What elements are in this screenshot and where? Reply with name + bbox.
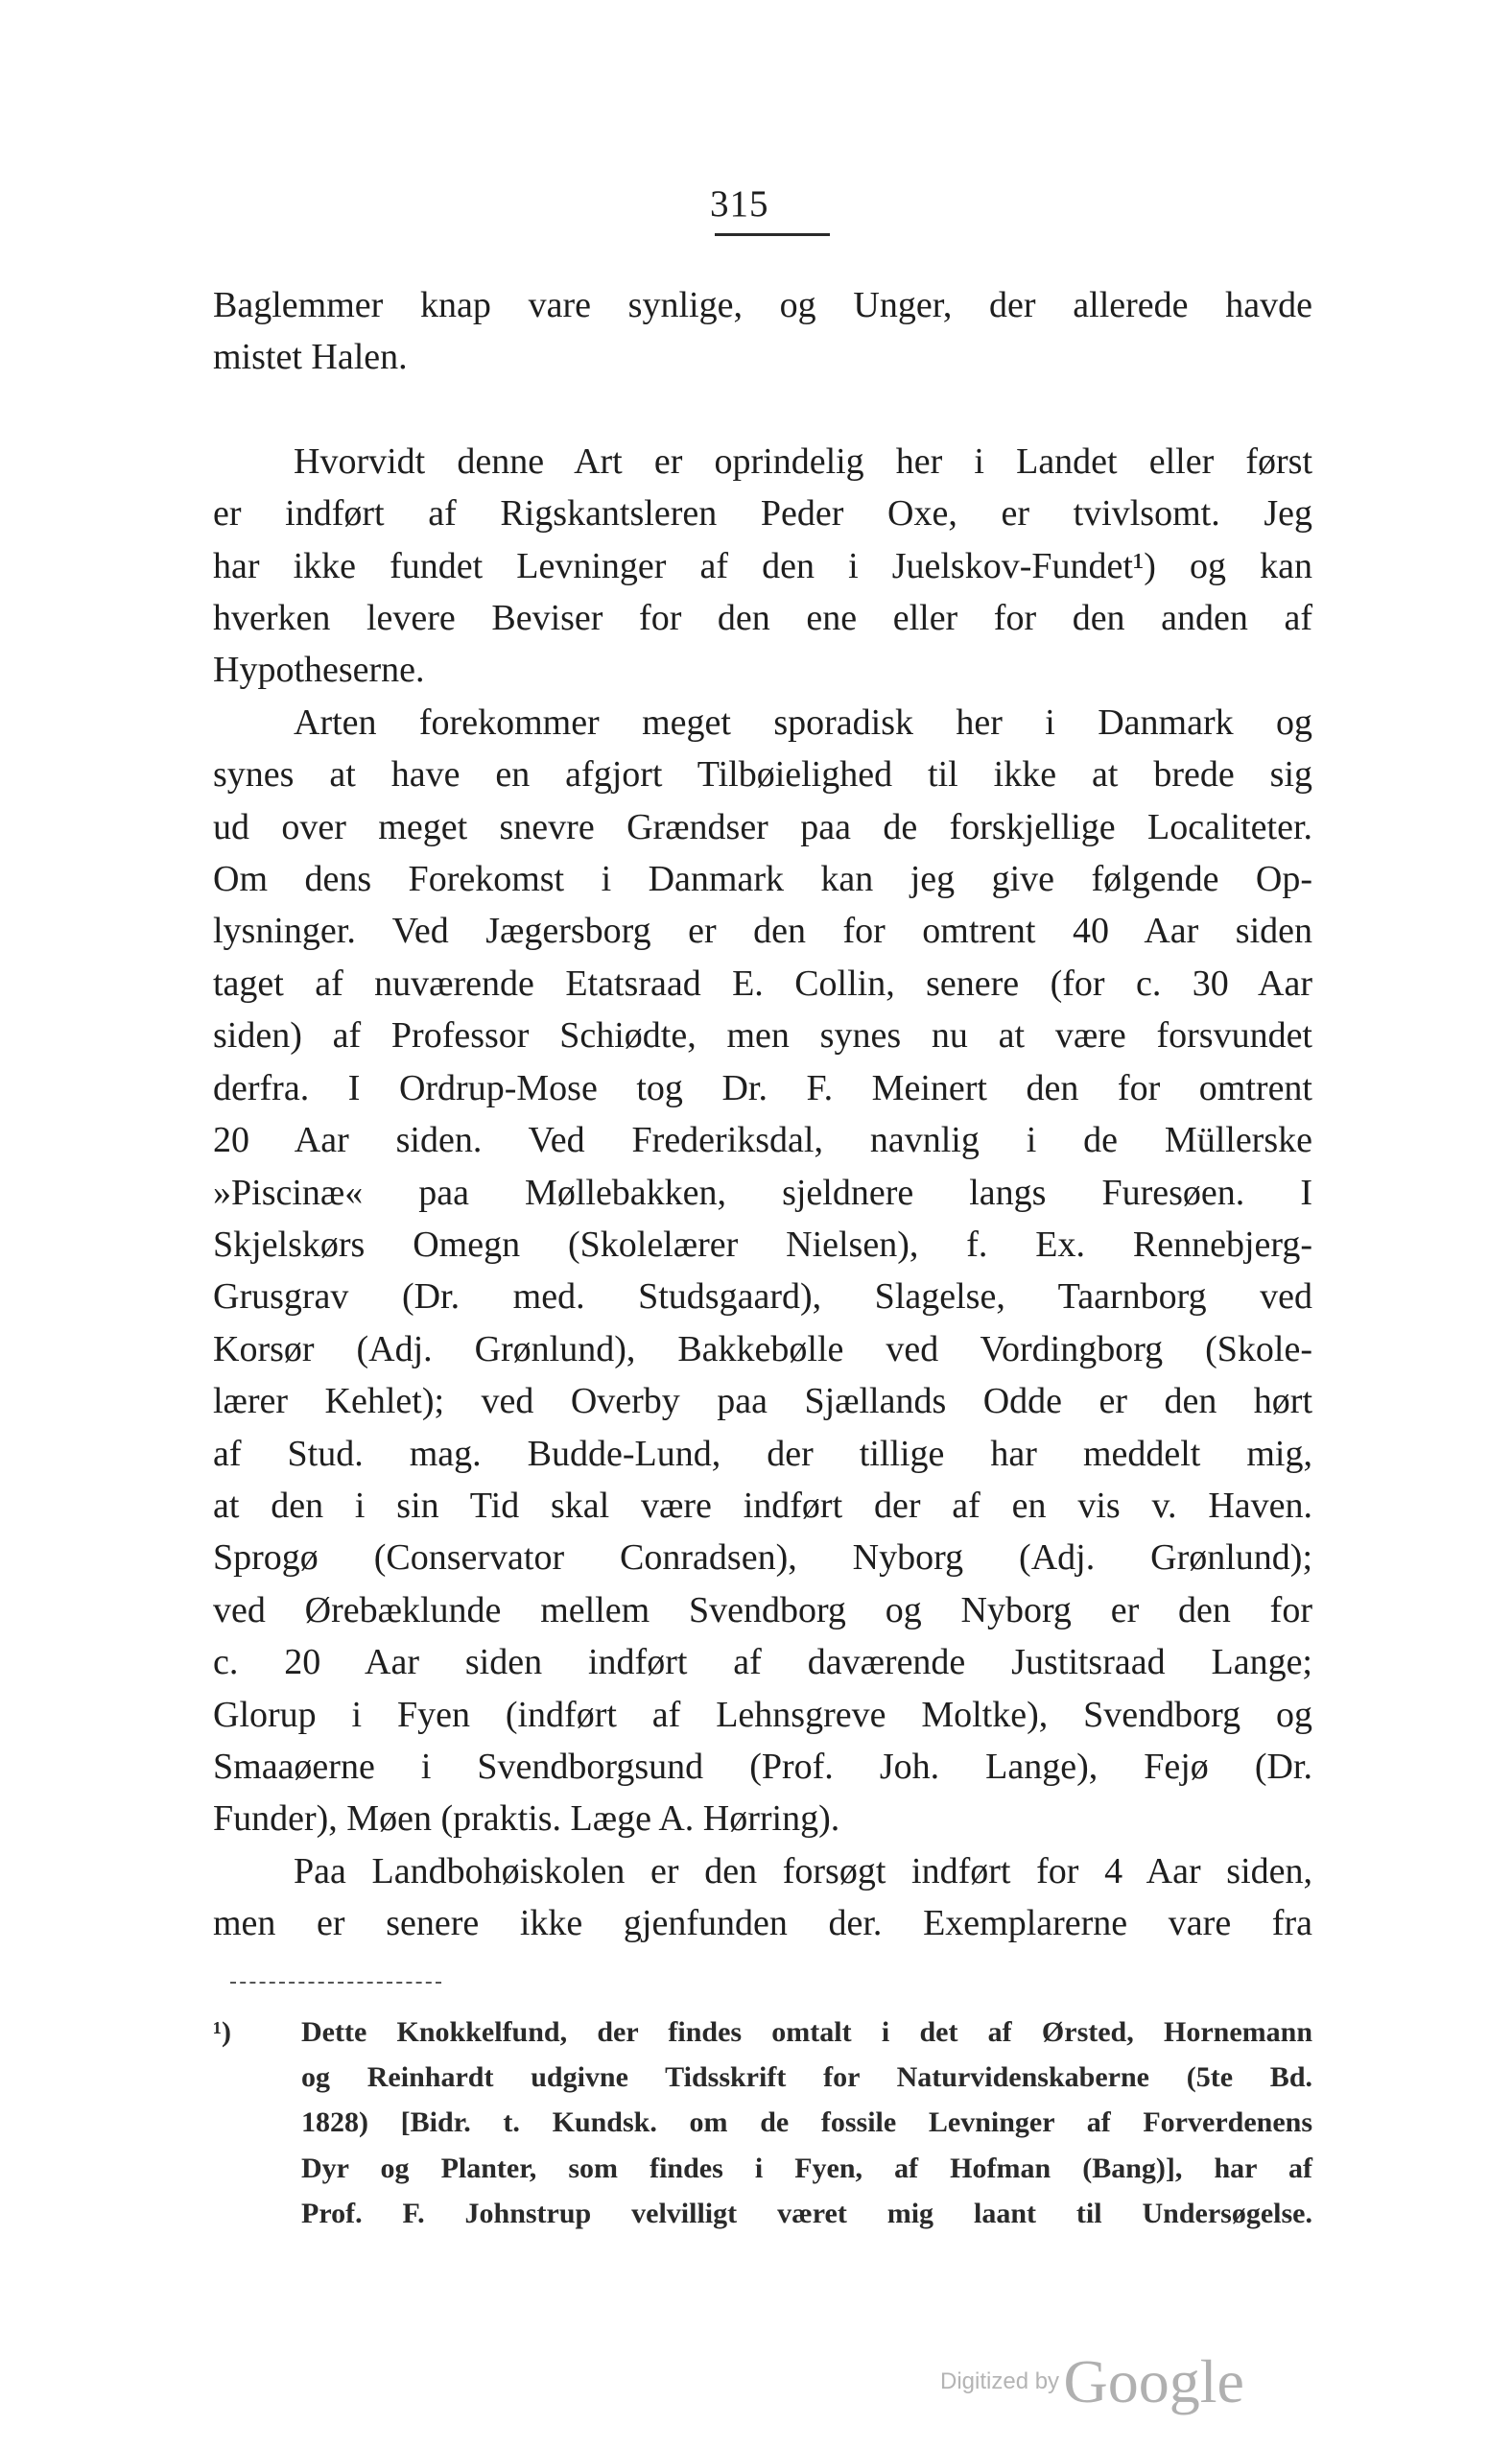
text-line: Hvorvidt denne Art er oprindelig her i Landet eller først bbox=[294, 440, 1312, 482]
text-line: Skjelskørs Omegn (Skolelærer Nielsen), f. Ex. Rennebjerg- bbox=[213, 1224, 1312, 1265]
text-line: at den i sin Tid skal være indført der af en vis v. Haven. bbox=[213, 1485, 1312, 1526]
footnote-line: Prof. F. Johnstrup velvilligt været mig laant til Undersøgelse. bbox=[301, 2197, 1312, 2229]
paragraph-gap bbox=[213, 384, 1312, 436]
footnote-text: Dette Knokkelfund, der findes omtalt i det af Ørsted, Hornemann bbox=[301, 2016, 1312, 2048]
text-line: ved Ørebæklunde mellem Svendborg og Nyborg er den for bbox=[213, 1589, 1312, 1630]
text-line: hverken levere Beviser for den ene eller for den anden af bbox=[213, 598, 1312, 639]
page-number-underline bbox=[715, 233, 830, 236]
text-line: Hypotheserne. bbox=[213, 650, 425, 691]
text-line: synes at have en afgjort Tilbøielighed til ikke at brede sig bbox=[213, 754, 1312, 796]
text-line: derfra. I Ordrup-Mose tog Dr. F. Meinert den for omtrent bbox=[213, 1067, 1312, 1108]
watermark-prefix: Digitized by bbox=[940, 2368, 1060, 2394]
text-line: 20 Aar siden. Ved Frederiksdal, navnlig i de Müllerske bbox=[213, 1120, 1312, 1161]
footnote bbox=[213, 2010, 1312, 2236]
text-line: af Stud. mag. Budde-Lund, der tillige har meddelt mig, bbox=[213, 1433, 1312, 1474]
paragraph bbox=[213, 279, 1312, 384]
footnote-separator bbox=[230, 1982, 441, 1984]
footnote-line: 1828) [Bidr. t. Kundsk. om de fossile Levninger af Forverdenens bbox=[301, 2106, 1312, 2139]
text-line: Smaaøerne i Svendborgsund (Prof. Joh. Lange), Fejø (Dr. bbox=[213, 1746, 1312, 1787]
page-number: 315 bbox=[710, 183, 769, 225]
text-line: ud over meget snevre Grændser paa de forskjellige Localiteter. bbox=[213, 806, 1312, 847]
text-line: »Piscinæ« paa Møllebakken, sjeldnere langs Furesøen. I bbox=[213, 1172, 1312, 1213]
text-line: er indført af Rigskantsleren Peder Oxe, er tvivlsomt. Jeg bbox=[213, 493, 1312, 535]
text-line: Om dens Forekomst i Danmark kan jeg give følgende Op- bbox=[213, 859, 1312, 900]
text-line: Funder), Møen (praktis. Læge A. Hørring). bbox=[213, 1798, 840, 1840]
text-line: mistet Halen. bbox=[213, 337, 408, 378]
text-line: Sprogø (Conservator Conradsen), Nyborg (Adj. Grønlund); bbox=[213, 1537, 1312, 1579]
text-line: Arten forekommer meget sporadisk her i Danmark og bbox=[294, 702, 1312, 743]
footnote-line: Dyr og Planter, som findes i Fyen, af Hofman (Bang)], har af bbox=[301, 2152, 1312, 2184]
paragraph bbox=[213, 1845, 1312, 1950]
text-line: har ikke fundet Levninger af den i Juelskov-Fundet¹) og kan bbox=[213, 545, 1312, 586]
text-line: lærer Kehlet); ved Overby paa Sjællands Odde er den hørt bbox=[213, 1381, 1312, 1422]
text-line: men er senere ikke gjenfunden der. Exemplarerne vare fra bbox=[213, 1903, 1312, 1944]
text-line: Baglemmer knap vare synlige, og Unger, der allerede havde bbox=[213, 285, 1312, 325]
footnote-marker: ¹) bbox=[213, 2016, 231, 2048]
text-line: siden) af Professor Schiødte, men synes nu at være forsvundet bbox=[213, 1015, 1312, 1057]
main-text bbox=[213, 279, 1312, 1950]
text-line: Glorup i Fyen (indført af Lehnsgreve Moltke), Svendborg og bbox=[213, 1694, 1312, 1735]
paragraph bbox=[213, 436, 1312, 697]
footnote-line bbox=[213, 2010, 1312, 2055]
paragraph bbox=[213, 697, 1312, 1845]
text-line: c. 20 Aar siden indført af daværende Justitsraad Lange; bbox=[213, 1642, 1312, 1683]
text-line: Paa Landbohøiskolen er den forsøgt indført for 4 Aar siden, bbox=[294, 1850, 1312, 1891]
text-line: Grusgrav (Dr. med. Studsgaard), Slagelse, Taarnborg ved bbox=[213, 1276, 1312, 1318]
text-line: lysninger. Ved Jægersborg er den for omtrent 40 Aar siden bbox=[213, 911, 1312, 952]
google-logo: Google bbox=[1063, 2347, 1244, 2415]
text-line: Korsør (Adj. Grønlund), Bakkebølle ved Vordingborg (Skole- bbox=[213, 1328, 1312, 1369]
digitized-watermark bbox=[940, 2346, 1244, 2417]
text-line: taget af nuværende Etatsraad E. Collin, senere (for c. 30 Aar bbox=[213, 963, 1312, 1004]
footnote-line: og Reinhardt udgivne Tidsskrift for Naturvidenskaberne (5te Bd. bbox=[301, 2061, 1312, 2094]
